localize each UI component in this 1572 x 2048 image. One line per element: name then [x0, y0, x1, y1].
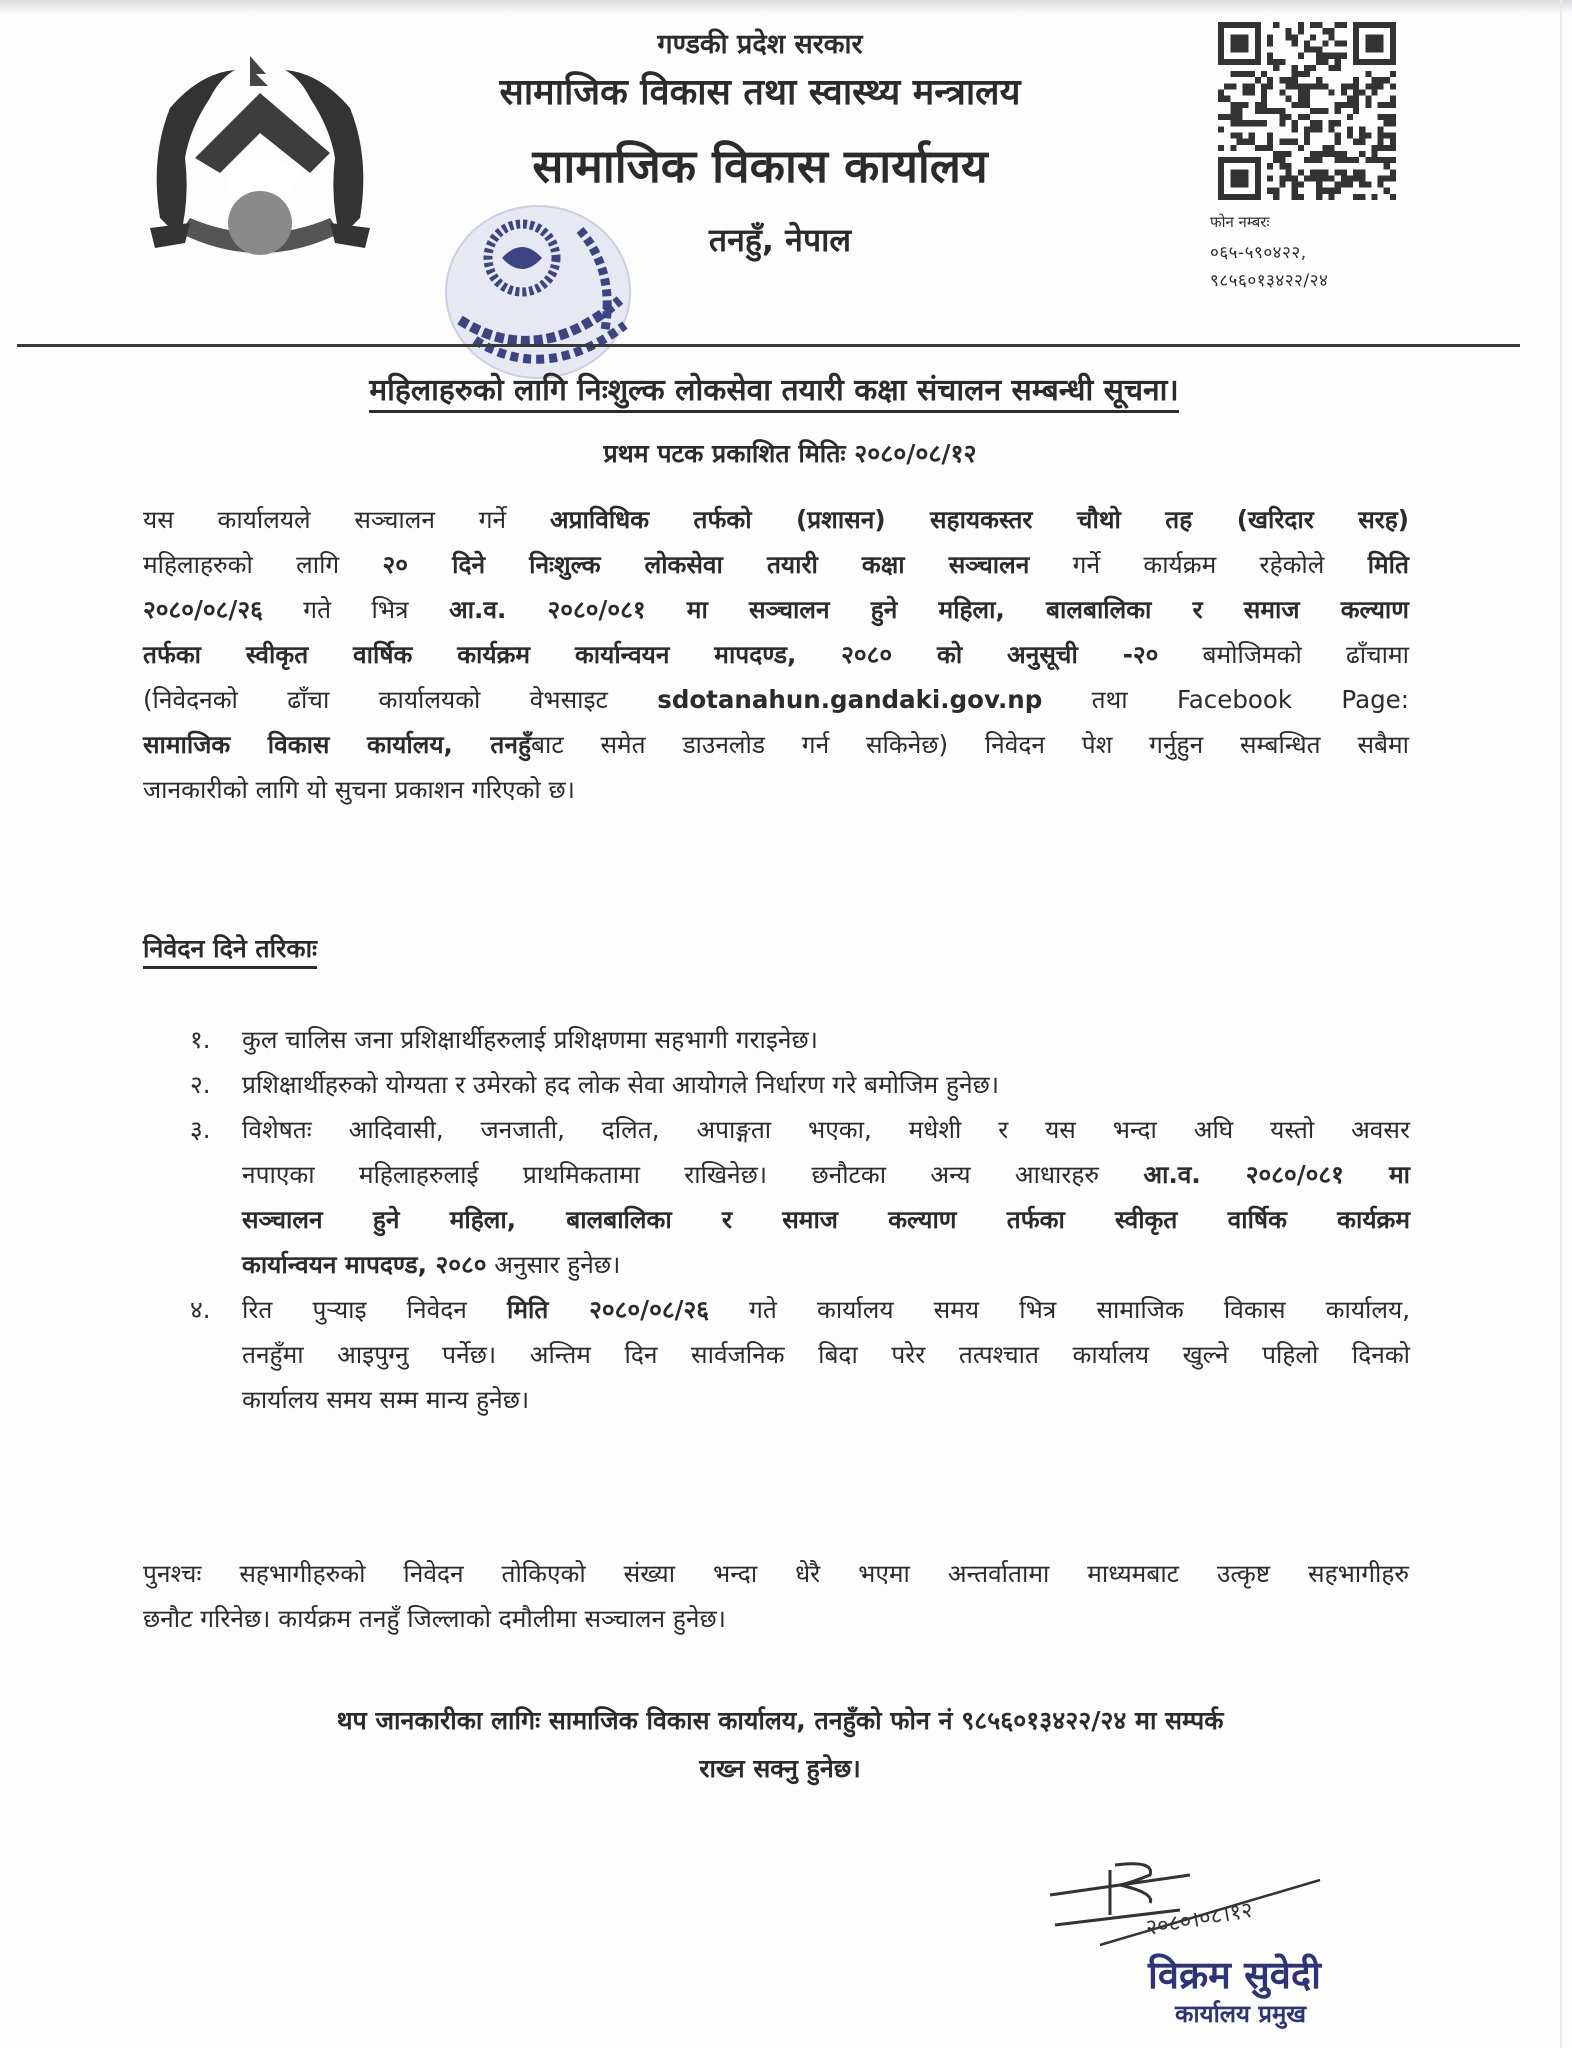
bold-text: सामाजिक विकास कार्यालय, तनहुँ [143, 730, 531, 759]
ministry-name: सामाजिक विकास तथा स्वास्थ्य मन्त्रालय [499, 72, 1021, 113]
list-item [190, 1017, 1410, 1062]
text-line [143, 1596, 1409, 1641]
text-line [143, 632, 1409, 677]
contact-line: थप जानकारीका लागिः सामाजिक विकास कार्यालय, तनहुँको फोन नं ९८५६०१३४२२/२४ मा सम्पर्क [336, 1706, 1224, 1735]
text-line [143, 1551, 1409, 1596]
list-item-number: १. [190, 1025, 211, 1054]
bold-text: sdotanahun.gandaki.gov.np [657, 685, 1043, 714]
contact-info [150, 1697, 1410, 1793]
bold-text: कार्यान्वयन मापदण्ड, २०८० [242, 1250, 487, 1279]
phone-label: फोन नम्बरः [1210, 213, 1270, 231]
list-item [190, 1107, 1410, 1287]
text: रित पुर्‍याइ निवेदन [242, 1295, 507, 1324]
nepal-emblem-icon [130, 48, 390, 268]
text-line [143, 722, 1409, 767]
intro-paragraph [143, 497, 1409, 812]
text: छनौट गरिनेछ। कार्यक्रम तनहुँ जिल्लाको दमौलीमा सञ्चालन हुनेछ। [143, 1604, 726, 1633]
phone-number: ९८५६०१३४२२/२४ [1210, 271, 1329, 291]
text-line [143, 767, 1409, 812]
text: पुनश्चः सहभागीहरुको निवेदन तोकिएको संख्या भन्दा धेरै भएमा अन्तर्वातामा माध्यमबाट उत्कृष्ट सहभागीहरु [143, 1559, 1409, 1588]
bold-text: २० दिने निःशुल्क लोकसेवा तयारी कक्षा सञ्चालन [382, 550, 1030, 579]
bold-text: मिति २०८०/०८/२६ [506, 1295, 709, 1324]
list-item-number: २. [190, 1070, 211, 1099]
office-name: सामाजिक विकास कार्यालय [532, 139, 988, 193]
text-line [242, 1242, 1410, 1287]
text-line [242, 1017, 1410, 1062]
text: प्रशिक्षार्थीहरुको योग्यता र उमेरको हद लोक सेवा आयोगले निर्धारण गरे बमोजिम हुनेछ। [242, 1070, 1000, 1099]
contact-line: राख्न सक्नु हुनेछ। [699, 1754, 861, 1783]
section-heading: निवेदन दिने तरिकाः [143, 932, 317, 969]
application-steps-list [190, 1017, 1410, 1422]
signatory-name: विक्रम सुवेदी [1148, 1953, 1321, 1997]
published-date: प्रथम पटक प्रकाशित मितिः २०८०/०८/१२ [603, 439, 977, 468]
text-line [242, 1377, 1410, 1422]
header-divider [17, 344, 1520, 347]
bold-text: आ.व. २०८०/०८१ मा सञ्चालन हुने महिला, बालबालिका र समाज कल्याण [449, 595, 1409, 624]
text: विशेषतः आदिवासी, जनजाती, दलित, अपाङ्गता भएका, मधेशी र यस भन्दा अघि यस्तो अवसर [242, 1115, 1410, 1144]
text: जानकारीको लागि यो सुचना प्रकाशन गरिएको छ। [143, 775, 575, 804]
list-item [190, 1287, 1410, 1422]
text: महिलाहरुको लागि [143, 550, 383, 579]
text: बाट समेत डाउनलोड गर्न सकिनेछ) निवेदन पेश गर्नुहुन सम्बन्धित सबैमा [530, 730, 1409, 759]
text: गते कार्यालय समय भित्र सामाजिक विकास कार्यालय, [708, 1295, 1410, 1324]
text-line [143, 497, 1409, 542]
text: गर्ने कार्यक्रम रहेकोले [1029, 550, 1368, 579]
postscript-paragraph [143, 1551, 1409, 1641]
bold-text: तर्फका स्वीकृत वार्षिक कार्यक्रम कार्यान्वयन मापदण्ड, २०८० को अनुसूची -२० [143, 640, 1159, 669]
list-item-text [242, 1287, 1410, 1422]
text: नपाएका महिलाहरुलाई प्राथमिकतामा राखिनेछ। छनौटका अन्य आधारहरु [242, 1160, 1144, 1189]
text-line [242, 1197, 1410, 1242]
text-line [143, 587, 1409, 632]
scan-edge-line [1560, 0, 1562, 2048]
text: कार्यालय समय सम्म मान्य हुनेछ। [242, 1385, 530, 1414]
text-line [242, 1062, 1410, 1107]
text-line [242, 1332, 1410, 1377]
signatory-title: कार्यालय प्रमुख [1175, 2000, 1306, 2028]
text: तनहुँमा आइपुग्नु पर्नेछ। अन्तिम दिन सार्वजनिक बिदा परेर तत्पश्चात कार्यालय खुल्ने पहिलो दिनको [242, 1340, 1410, 1369]
text-line [242, 1107, 1410, 1152]
text: अनुसार हुनेछ। [486, 1250, 621, 1279]
list-item-number: ४. [190, 1295, 211, 1324]
scan-shadow [0, 0, 1572, 14]
text: कुल चालिस जना प्रशिक्षार्थीहरुलाई प्रशिक्षणमा सहभागी गराइनेछ। [242, 1025, 818, 1054]
text-line [143, 542, 1409, 587]
notice-title-text: महिलाहरुको लागि निःशुल्क लोकसेवा तयारी कक्षा संचालन सम्बन्धी सूचना। [369, 373, 1179, 413]
text-line [242, 1152, 1410, 1197]
bold-text: आ.व. २०८०/०८१ मा [1143, 1160, 1410, 1189]
notice-title [264, 368, 1284, 409]
text: तथा Facebook Page: [1042, 685, 1409, 714]
signature-date: २०८०।०८।१२ [1143, 1897, 1255, 1942]
text-line [242, 1287, 1410, 1332]
office-location: तनहुँ, नेपाल [708, 221, 852, 259]
text: यस कार्यालयले सञ्चालन गर्ने [143, 505, 550, 534]
bold-text: अप्राविधिक तर्फको (प्रशासन) सहायकस्तर चौथो तह (खरिदार सरह) [549, 505, 1409, 534]
list-item [190, 1062, 1410, 1107]
bold-text: मिति [1367, 550, 1409, 579]
bold-text: सञ्चालन हुने महिला, बालबालिका र समाज कल्याण तर्फका स्वीकृत वार्षिक कार्यक्रम [242, 1205, 1410, 1234]
text: (निवेदनको ढाँचा कार्यालयको वेभसाइट [143, 685, 658, 714]
phone-number: ०६५-५९०४२२, [1210, 243, 1307, 263]
qr-code-icon[interactable] [1218, 22, 1396, 200]
text: गते भित्र [262, 595, 450, 624]
office-stamp-icon [430, 200, 645, 380]
list-item-text [242, 1017, 1410, 1062]
list-item-text [242, 1062, 1410, 1107]
list-item-number: ३. [190, 1115, 211, 1144]
government-name: गण्डकी प्रदेश सरकार [657, 29, 863, 60]
text: बमोजिमको ढाँचामा [1158, 640, 1410, 669]
bold-text: २०८०/०८/२६ [143, 595, 263, 624]
list-item-text [242, 1107, 1410, 1287]
text-line [143, 677, 1409, 722]
